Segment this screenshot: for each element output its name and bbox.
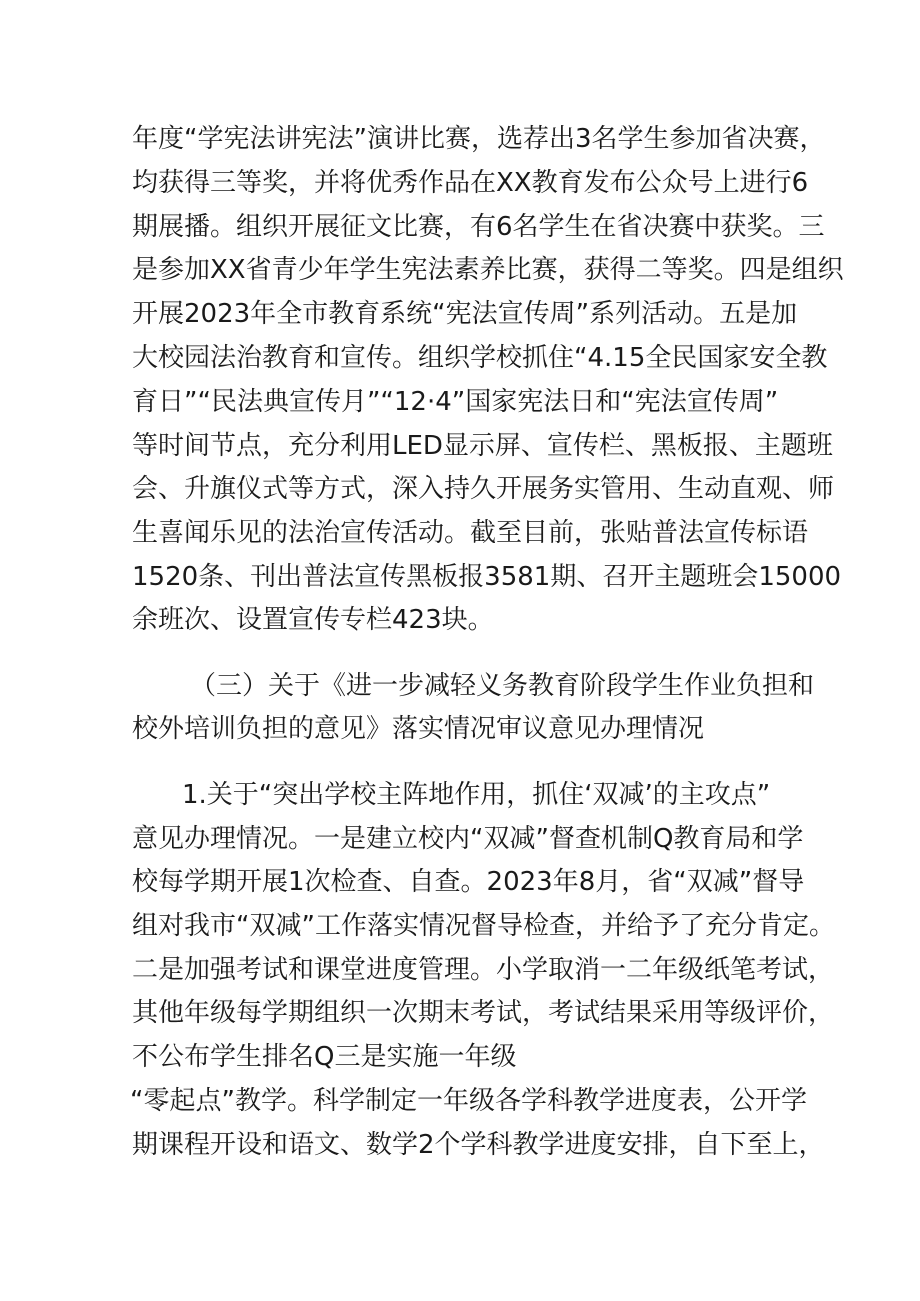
paragraph-line: 开展2023年全市教育系统“宪法宣传周”系列活动。五是加: [132, 299, 798, 329]
paragraph-line: 生喜闻乐见的法治宣传活动。截至目前，张贴普法宣传标语: [132, 518, 809, 548]
paragraph-line: “零起点”教学。科学制定一年级各学科教学进度表，公开学: [130, 1086, 807, 1116]
paragraph-line: 二是加强考试和课堂进度管理。小学取消一二年级纸笔考试，: [132, 955, 835, 985]
paragraph-line: 意见办理情况。一是建立校内“双减”督查机制Q教育局和学: [132, 824, 804, 854]
paragraph-line: 等时间节点，充分利用LED显示屏、宣传栏、黑板报、主题班: [132, 431, 833, 461]
paragraph-line: 期展播。组织开展征文比赛，有6名学生在省决赛中获奖。三: [132, 212, 825, 242]
paragraph-line: 校每学期开展1次检查、自查。2023年8月，省“双减”督导: [132, 867, 805, 897]
section-heading: （三）关于《进一步减轻义务教育阶段学生作业负担和: [190, 671, 815, 701]
paragraph-line: 期课程开设和语文、数学2个学科教学进度安排，自下至上，: [132, 1130, 825, 1160]
paragraph-line: 其他年级每学期组织一次期末考试，考试结果采用等级评价，: [132, 998, 835, 1028]
paragraph-line: 1520条、刊出普法宣传黑板报3581期、召开主题班会15000: [132, 562, 842, 592]
paragraph-line: 是参加XX省青少年学生宪法素养比赛，获得二等奖。四是组织: [132, 255, 844, 285]
paragraph-line: 大校园法治教育和宣传。组织学校抓住“4.15全民国家安全教: [132, 343, 828, 373]
paragraph-line: 余班次、设置宣传专栏423块。: [132, 605, 494, 635]
paragraph-line: 会、升旗仪式等方式，深入持久开展务实管用、生动直观、师: [132, 474, 835, 504]
section-heading: 校外培训负担的意见》落实情况审议意见办理情况: [132, 714, 705, 744]
paragraph-line: 组对我市“双减”工作落实情况督导检查，并给予了充分肯定。: [132, 911, 835, 941]
paragraph-line: 年度“学宪法讲宪法”演讲比赛，选荐出3名学生参加省决赛，: [132, 124, 826, 154]
paragraph-line: 不公布学生排名Q三是实施一年级: [132, 1042, 517, 1072]
paragraph-line: 育日”“民法典宣传月”“12·4”国家宪法日和“宪法宣传周”: [132, 387, 779, 417]
paragraph-line: 1.关于“突出学校主阵地作用，抓住‘双减’的主攻点”: [182, 780, 771, 810]
paragraph-line: 均获得三等奖，并将优秀作品在XX教育发布公众号上进行6: [132, 168, 809, 198]
